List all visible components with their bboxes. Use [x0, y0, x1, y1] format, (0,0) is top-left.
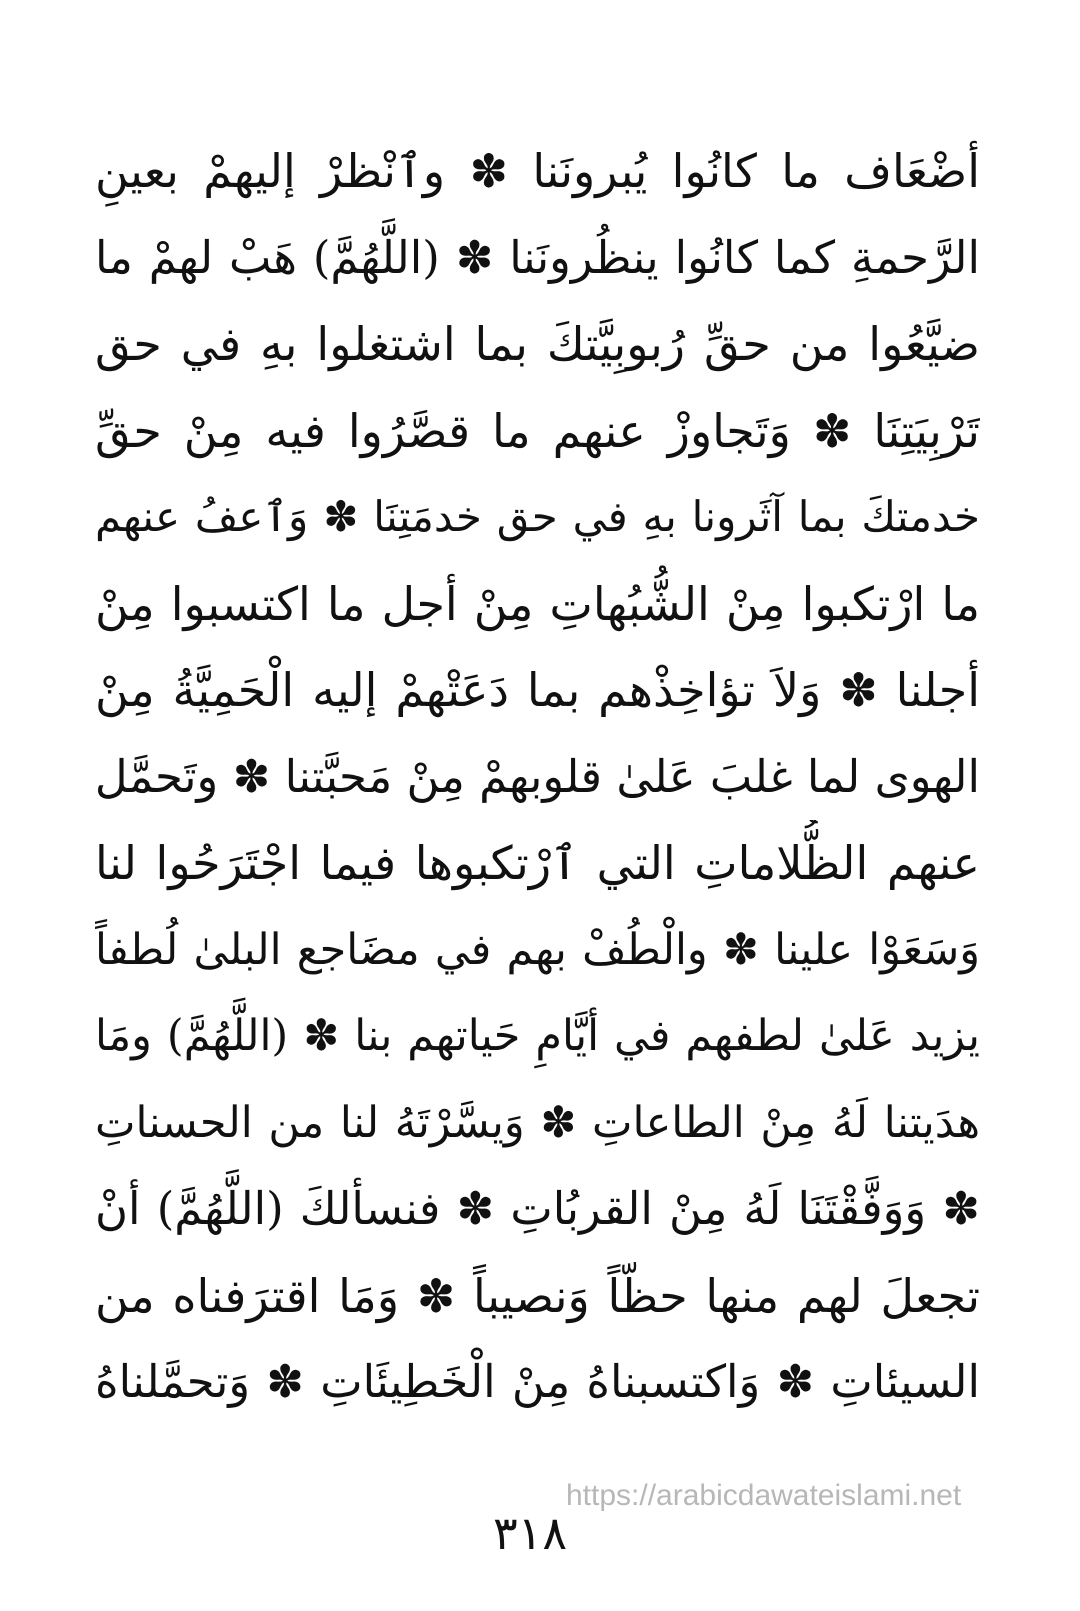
text-line: تَرْبِيَتِنَا ✽ وَتَجاوزْ عنهم ما قصَّرُوا فيه مِنْ حقِّ	[95, 403, 980, 458]
text-line: يزيد عَلىٰ لطفهم في أيَّامِ حَياتهم بنا ✽ (اللَّهُمَّ) ومَا	[95, 1011, 980, 1061]
text-line: عنهم الظُّلاماتِ التي ٱرْتكبوها فيما اجْتَرَحُوا لنا	[95, 836, 980, 890]
text-line: أضْعَاف ما كانُوا يُبرونَنا ✽ وٱنْظرْ إليهمْ بعينِ	[95, 144, 980, 198]
text-line: الهوى لما غلبَ عَلىٰ قلوبهمْ مِنْ مَحبَّتنا ✽ وتَحمَّل	[95, 749, 980, 803]
text-line: ضيَّعُوا من حقِّ رُبوبِيَّتكَ بما اشتغلوا بهِ في حق	[95, 317, 980, 371]
watermark-url: https://arabicdawateislami.net	[566, 1479, 962, 1512]
page-number: ٣١٨	[492, 1506, 568, 1560]
text-line: هدَيتنا لَهُ مِنْ الطاعاتِ ✽ وَيسَّرْتَهُ لنا من الحسناتِ	[95, 1097, 980, 1148]
page-text	[95, 128, 980, 1426]
text-line: خدمتكَ بما آثَرونا بهِ في حق خدمَتِنَا ✽ وَٱعفُ عنهم	[95, 492, 980, 541]
text-line: تجعلَ لهم منها حظّاً وَنصيباً ✽ وَمَا اقترَفناه من	[95, 1268, 980, 1323]
text-line: السيئاتِ ✽ وَاكتسبناهُ مِنْ الْخَطِيئَاتِ ✽ وَتحمَّلناهُ	[95, 1355, 980, 1408]
text-line: الرَّحمةِ كما كانُوا ينظُرونَنا ✽ (اللَّهُمَّ) هَبْ لهمْ ما	[95, 230, 980, 284]
text-line: ما ارْتكبوا مِنْ الشُّبُهاتِ مِنْ أجل ما اكتسبوا مِنْ	[95, 576, 980, 631]
text-line: أجلنا ✽ وَلاَ تؤاخِذْهم بما دَعَتْهمْ إليه الْحَمِيَّةُ مِنْ	[95, 663, 980, 717]
text-line: وَسَعَوْا علينا ✽ والْطُفْ بهم في مضَاجع البلىٰ لُطفاً	[95, 924, 980, 975]
text-line: ✽ وَوَفَّقْتَنَا لَهُ مِنْ القربُاتِ ✽ فنسألكَ (اللَّهُمَّ) أنْ	[95, 1182, 980, 1235]
